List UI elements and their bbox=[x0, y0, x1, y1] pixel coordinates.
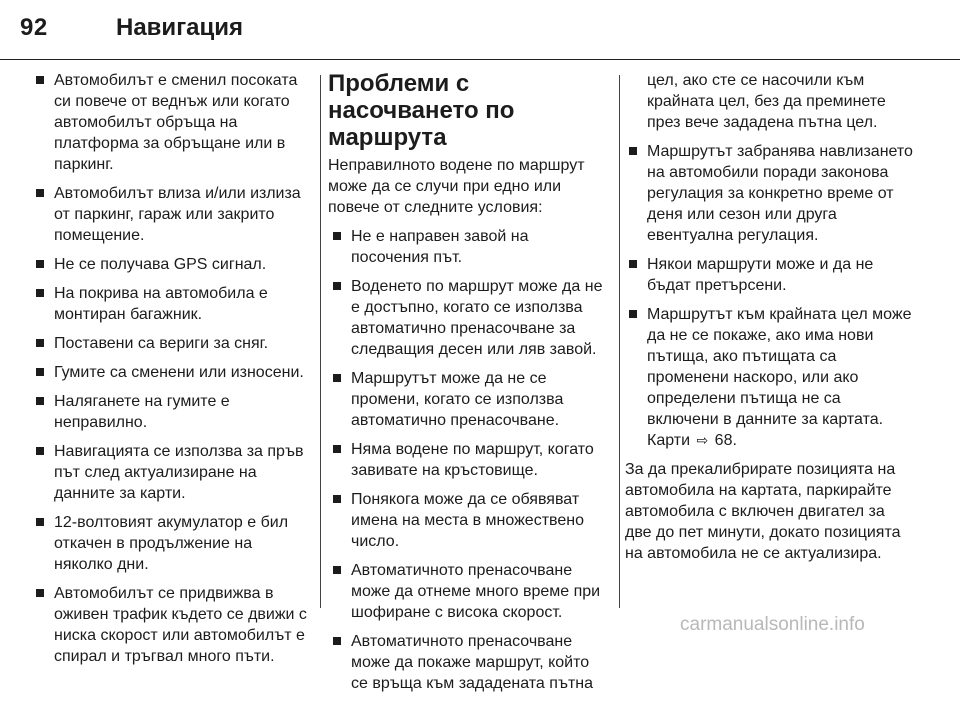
list-item: Понякога може да се обявяват имена на места в множествено число. bbox=[328, 489, 608, 552]
list-item: Наляганете на гумите е неправилно. bbox=[32, 391, 314, 433]
page-reference-arrow-icon: ⇨ bbox=[696, 432, 709, 448]
column-divider-1 bbox=[320, 75, 321, 608]
list-item: Навигацията се използва за пръв път след актуализиране на данните за карти. bbox=[32, 441, 314, 504]
list-item: Автомобилът е сменил посоката си повече от веднъж или когато автомобилът обръща на платформа за обръщане или в паркинг. bbox=[32, 70, 314, 175]
page-reference[interactable]: 68. bbox=[714, 432, 737, 449]
list-item: Воденето по маршрут може да не е достъпно, когато се използва автоматично пренасочване за следващия десен или ляв завой. bbox=[328, 276, 608, 360]
section-title: Навигация bbox=[116, 14, 244, 41]
guidance-problem-list bbox=[328, 226, 608, 694]
list-item: Някои маршрути може и да не бъдат претърсени. bbox=[625, 254, 915, 296]
list-item-text: Маршрутът към крайната цел може да не се покаже, ако има нови пътища, ако пътищата са променени наскоро, или ако определени пътища не са включени в данните за картата. Карти bbox=[647, 306, 912, 449]
column-1 bbox=[32, 70, 314, 675]
list-item: Автомобилът влиза и/или излиза от паркинг, гараж или закрито помещение. bbox=[32, 183, 314, 246]
block-title: Проблеми с насочването по маршрута bbox=[328, 70, 515, 151]
list-item: Маршрутът може да не се промени, когато се използва автоматично пренасочване. bbox=[328, 368, 608, 431]
list-item: Маршрутът забранява навлизането на автомобили поради законова регулация за конкретно време от деня или сезон или друга евентуална регулация. bbox=[625, 141, 915, 246]
list-item: 12-волтовият акумулатор е бил откачен в продължение на няколко дни. bbox=[32, 512, 314, 575]
watermark: carmanualsonline.info bbox=[680, 614, 865, 635]
column-divider-2 bbox=[619, 75, 620, 608]
list-item: Поставени са вериги за сняг. bbox=[32, 333, 314, 354]
intro-paragraph: Неправилното водене по маршрут може да се случи при едно или повече от следните условия: bbox=[328, 157, 585, 216]
condition-list bbox=[32, 70, 314, 667]
list-item bbox=[625, 304, 915, 451]
recalibration-paragraph: За да прекалибрирате позицията на автомобила на картата, паркирайте автомобила с включен двигател за две до пет минути, докато позицията на автомобила не се актуализира. bbox=[625, 461, 901, 562]
route-list bbox=[625, 141, 915, 451]
continuation-text: цел, ако сте се насочили към крайната цел, без да преминете през вече зададена пътна цел. bbox=[647, 72, 886, 131]
column-3 bbox=[625, 70, 915, 572]
page-header bbox=[0, 0, 960, 62]
list-item: Няма водене по маршрут, когато завивате на кръстовище. bbox=[328, 439, 608, 481]
list-item: Автоматичното пренасочване може да отнеме много време при шофиране с висока скорост. bbox=[328, 560, 608, 623]
page-number: 92 bbox=[20, 14, 48, 41]
list-item: Автомобилът се придвижва в оживен трафик където се движи с ниска скорост или автомобилът е спирал и тръгвал много пъти. bbox=[32, 583, 314, 667]
list-item: Не се получава GPS сигнал. bbox=[32, 254, 314, 275]
list-item: Автоматичното пренасочване може да покаже маршрут, който се връща към зададената пътна bbox=[328, 631, 608, 694]
header-rule bbox=[0, 59, 960, 60]
list-item: Гумите са сменени или износени. bbox=[32, 362, 314, 383]
list-item: На покрива на автомобила е монтиран багажник. bbox=[32, 283, 314, 325]
list-item: Не е направен завой на посочения път. bbox=[328, 226, 608, 268]
column-2 bbox=[328, 70, 608, 702]
